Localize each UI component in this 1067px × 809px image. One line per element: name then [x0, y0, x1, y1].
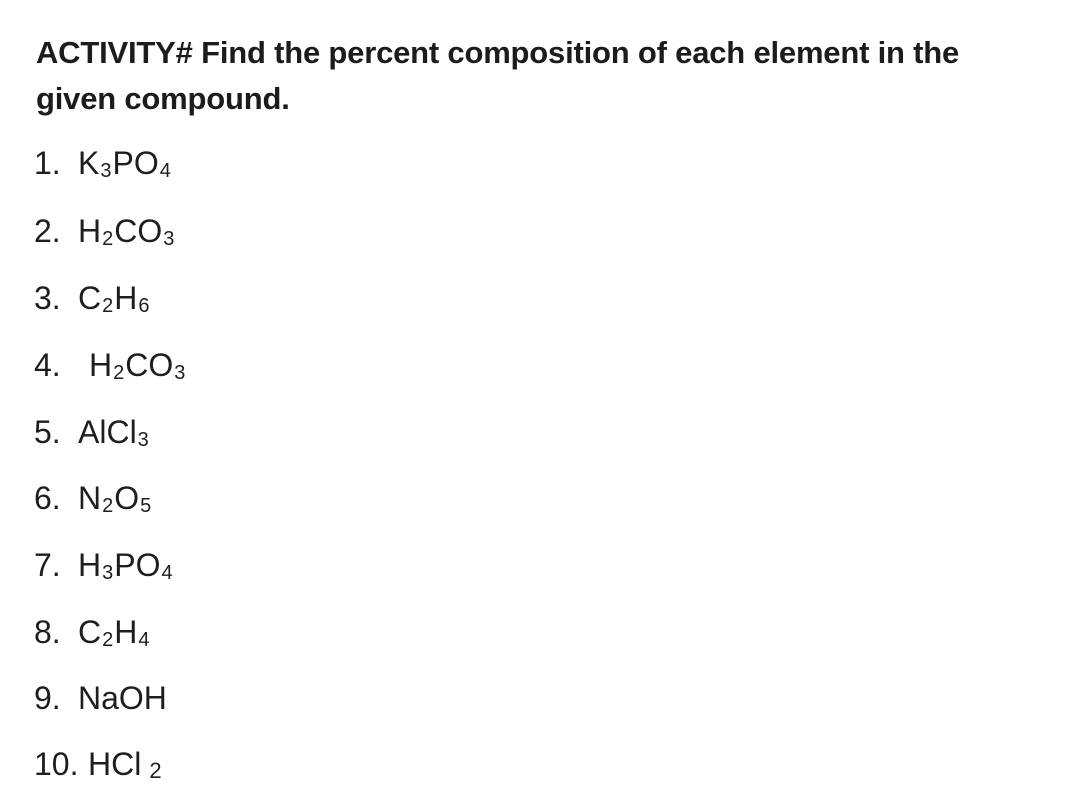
compound-formula: $K_3PO_4$ [78, 145, 171, 182]
compound-item-10 [34, 744, 162, 784]
compound-formula: $H_2CO_3$ [89, 347, 186, 384]
item-number: 10. [34, 746, 79, 782]
item-number: 4. [34, 347, 61, 383]
compound-item-5 [34, 412, 150, 452]
compound-formula: NaOH [78, 680, 167, 716]
activity-heading-line-2: given compound. [36, 81, 290, 116]
compound-formula: HCl 2 [88, 746, 162, 783]
item-number: 2. [34, 213, 61, 249]
compound-formula: $N_2O_5$ [78, 480, 152, 517]
compound-item-2 [34, 211, 175, 251]
compound-item-6 [34, 478, 152, 518]
compound-formula: $H_2CO_3$ [78, 213, 175, 250]
compound-item-8 [34, 612, 150, 652]
activity-heading [36, 30, 1036, 122]
compound-formula: AlCl$_3$ [78, 414, 149, 451]
item-number: 5. [34, 414, 61, 450]
item-number: 9. [34, 680, 61, 716]
item-number: 8. [34, 614, 61, 650]
compound-formula: $C_2H_4$ [78, 614, 150, 651]
compound-formula: $H_3PO_4$ [78, 547, 173, 584]
compound-item-3 [34, 278, 150, 318]
item-number: 1. [34, 145, 61, 181]
compound-item-1 [34, 143, 172, 183]
compound-item-7 [34, 545, 174, 585]
activity-heading-line-1: ACTIVITY# Find the percent composition of each element in the [36, 35, 960, 70]
item-number: 6. [34, 480, 61, 516]
compound-item-9 [34, 678, 167, 718]
item-number: 7. [34, 547, 61, 583]
item-number: 3. [34, 280, 61, 316]
compound-formula: $C_2H_6$ [78, 280, 150, 317]
compound-item-4 [34, 345, 186, 385]
